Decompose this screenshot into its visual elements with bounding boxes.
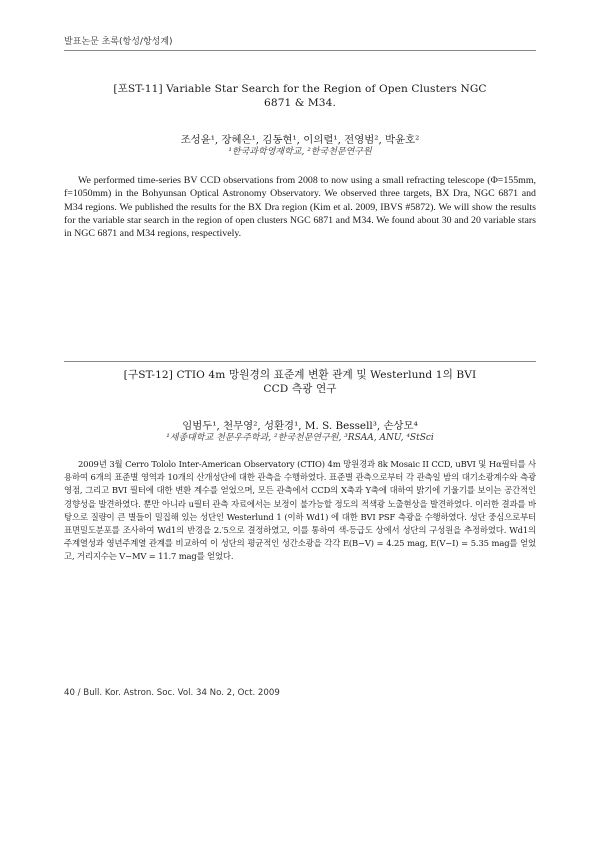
affiliations: ¹한국과학영재학교, ²한국천문연구원: [228, 147, 372, 157]
header-rule: [64, 50, 536, 51]
title-line-1: [구ST-12] CTIO 4m 망원경의 표준계 변환 관계 및 Westerlund 1의 BVI: [123, 369, 477, 381]
page-footer: 40 / Bull. Kor. Astron. Soc. Vol. 34 No. 2, Oct. 2009: [64, 688, 280, 698]
author-list: 조성윤¹, 장혜은¹, 김동현¹, 이의렬¹, 전영범², 박윤호²: [180, 134, 420, 146]
abstract-st12: [64, 368, 536, 564]
abstract-title: [64, 82, 536, 110]
title-line-1: [포ST-11] Variable Star Search for the Region of Open Clusters NGC: [113, 83, 487, 95]
abstract-body: We performed time-series BV CCD observations from 2008 to now using a small refracting telescope (Φ=155mm, f=1050mm) in the Bohyunsan Optical Astronomy Observatory. We observed three targets, BX Dra, NGC 6871 and M34 regions. We published the results for the BX Dra region (Kim et al. 2009, IBVS #5872). We will show the results for the variable star search in the region of open clusters NGC 6871 and M34. We found about 30 and 20 variable stars in NGC 6871 and M34 regions, respectively.: [64, 175, 536, 240]
title-line-2: 6871 & M34.: [264, 97, 336, 109]
affiliations: ¹세종대학교 천문우주학과, ²한국천문연구원, ³RSAA, ANU, ⁴StSci: [166, 433, 434, 443]
abstract-body: 2009년 3월 Cerro Tololo Inter-American Observatory (CTIO) 4m 망원경과 8k Mosaic II CCD, uBVI 및 Hα필터를 사용하여 6개의 표준별 영역과 10개의 산개성단에 대한 관측을 수행하였다. 표준별 관측으로부터 각 관측일 밤의 대기소광계수와 측광 영점, 그리고 BVI 필터에 대한 변환 계수를 얻었으며, 모든 관측에서 CCD의 X축과 Y축에 대하여 밝기에 기울기를 보이는 공간적인 경향성을 발견하였다. 뿐만 아니라 u필터 관측 자료에서는 보정이 불가능할 정도의 적색광 노출현상을 발견하였다. 이러한 결과를 바탕으로 질량이 큰 별들이 밀집해 있는 성단인 Westerlund 1 (이하 Wd1) 에 대한 BVI PSF 측광을 수행하였다. 성단 중심으로부터 표면밀도분포를 조사하여 Wd1의 반경을 2.′5으로 결정하였고, 이를 통하여 색-등급도 상에서 성단의 구성원을 추정하였다. Wd1의 주계열성과 영년주계열 관계를 비교하여 이 성단의 평균적인 성간소광을 각각 E(B−V) = 4.25 mag, E(V−I) = 5.35 mag를 얻었고, 거리지수는 V−MV = 11.7 mag를 얻었다.: [64, 459, 536, 562]
abstract-st11: [64, 82, 536, 240]
section-divider: [64, 361, 536, 362]
abstract-title: [64, 368, 536, 396]
title-line-2: CCD 측광 연구: [263, 383, 337, 395]
author-list: 임범두¹, 천무영², 성환경¹, M. S. Bessell³, 손상모⁴: [182, 420, 418, 432]
section-header: 발표논문 초록(항성/항성계): [64, 37, 173, 47]
